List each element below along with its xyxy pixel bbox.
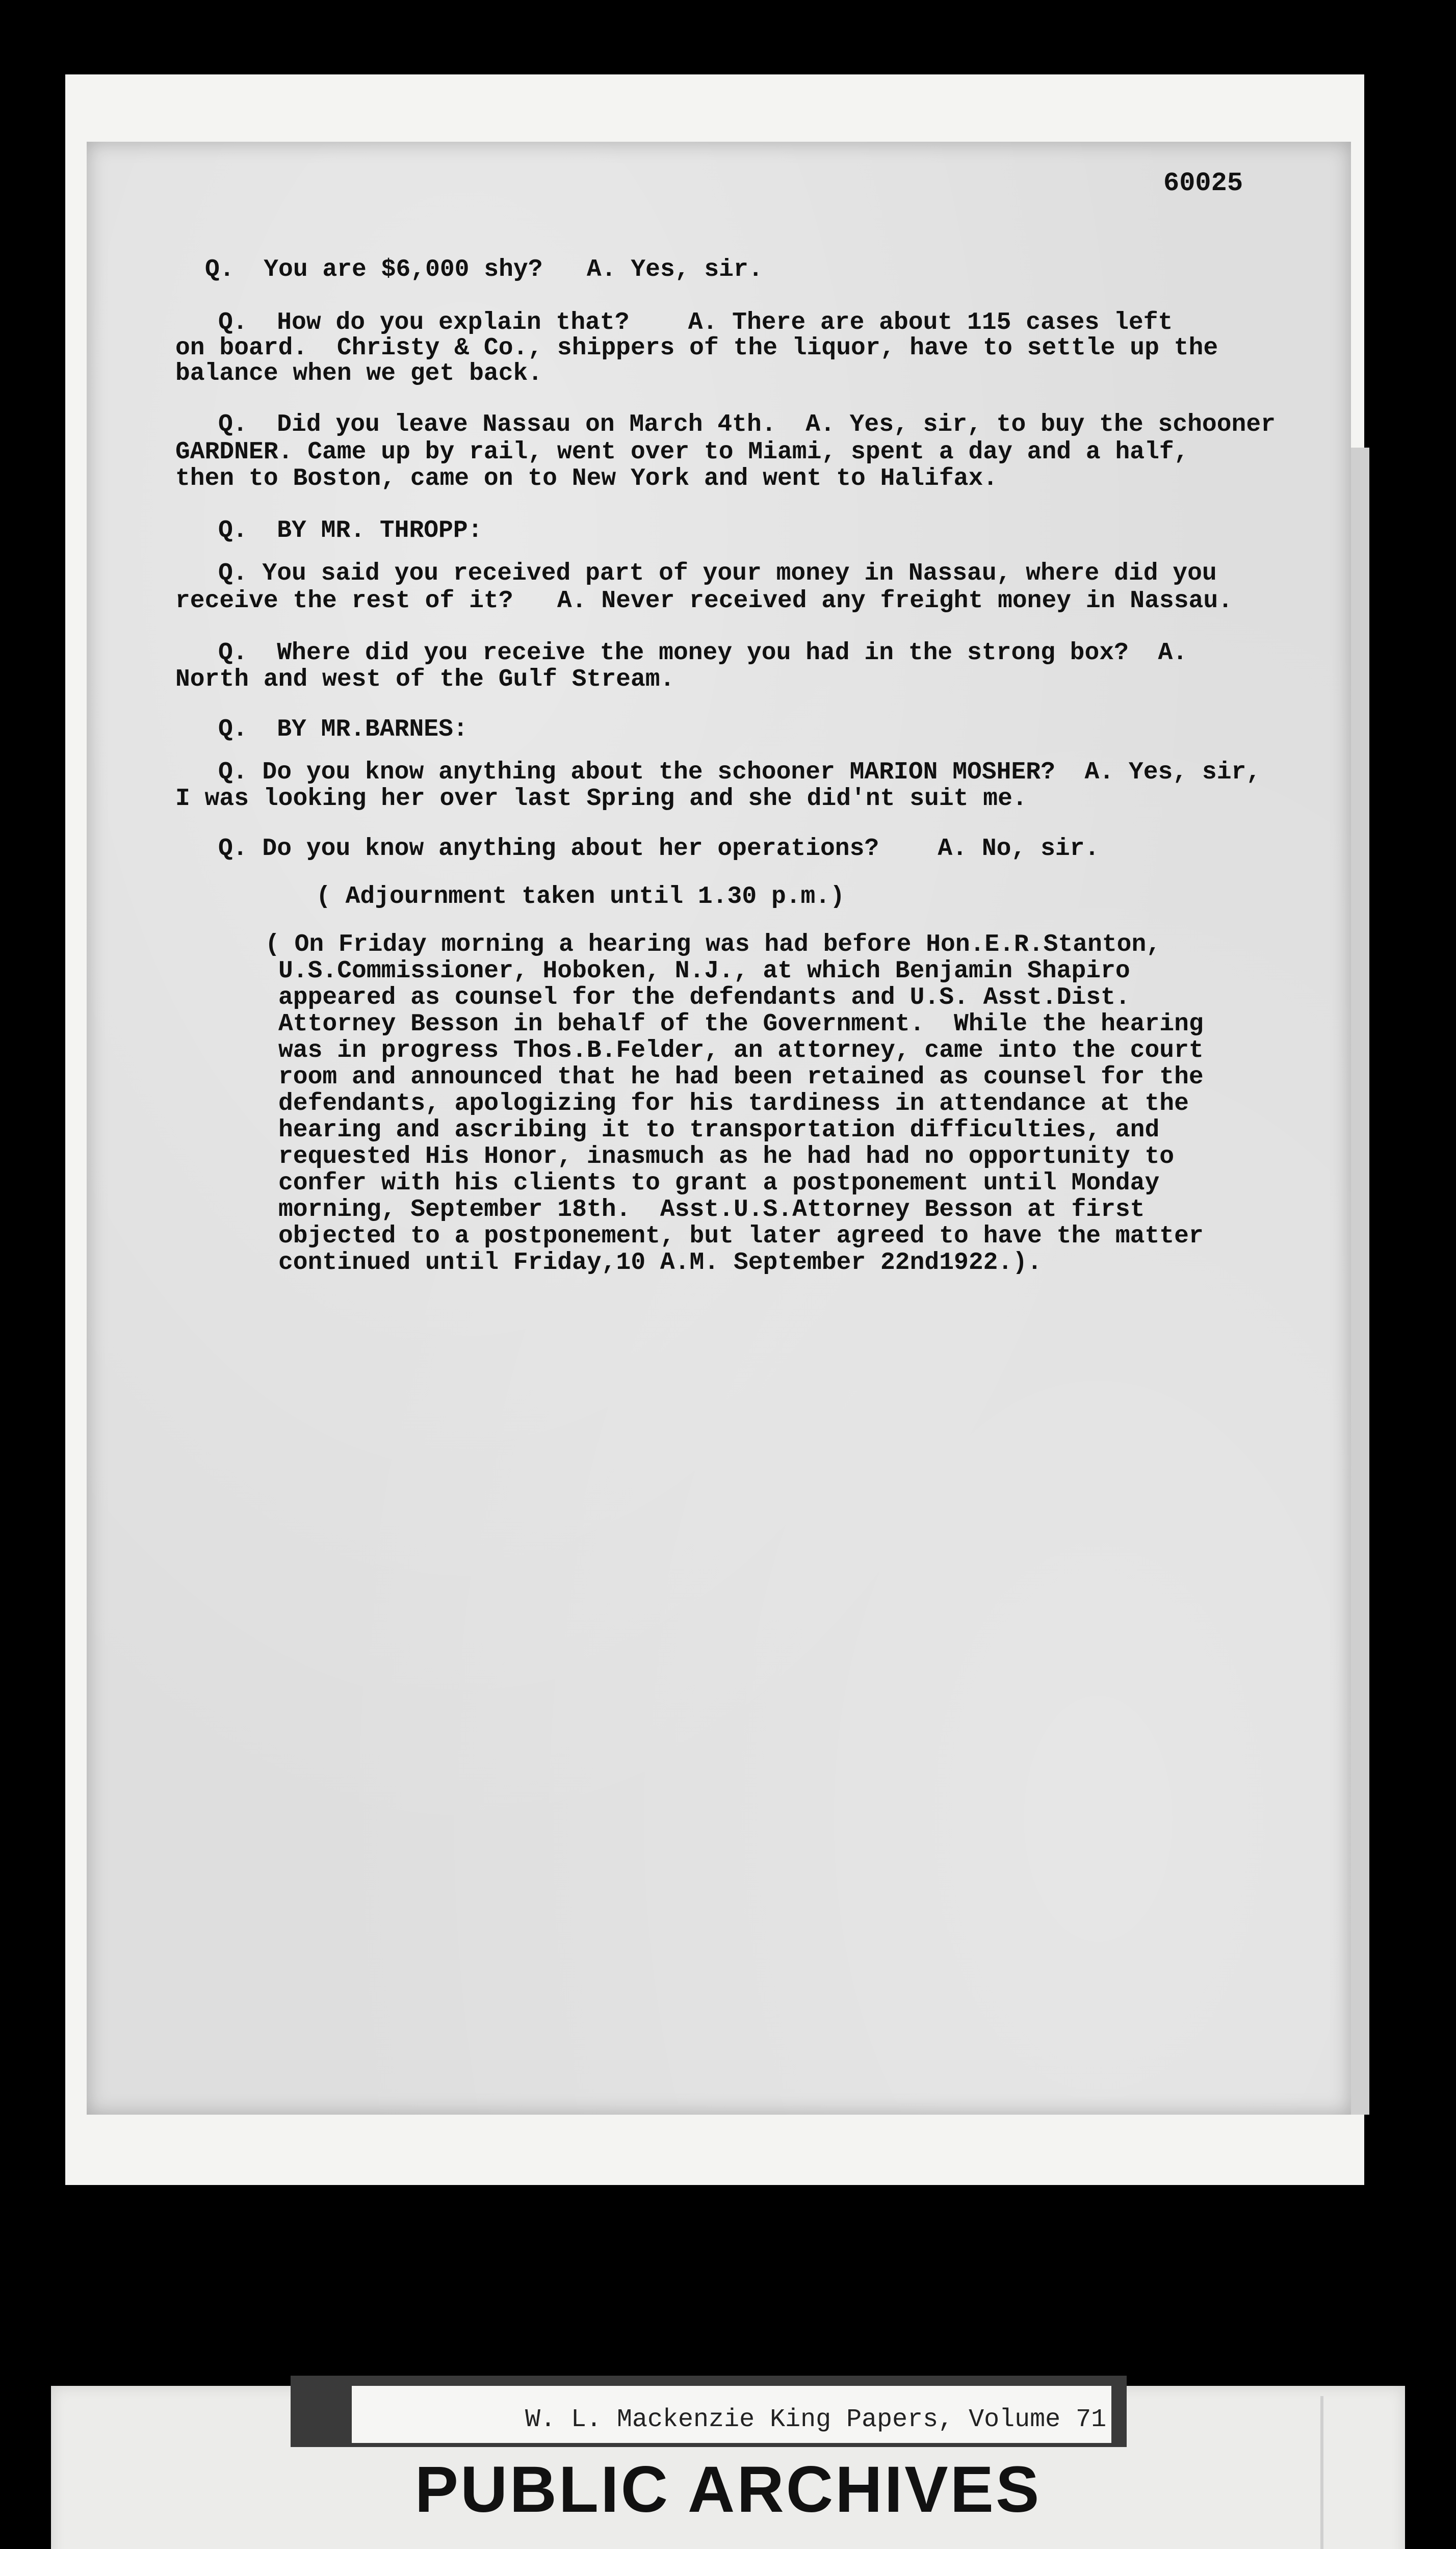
transcript-paragraph-line: appeared as counsel for the defendants and U.S. Asst.Dist. [278,984,1130,1011]
transcript-paragraph-line: defendants, apologizing for his tardiness in attendance at the [278,1090,1189,1117]
archives-title-english: PUBLIC ARCHIVES [414,2453,1042,2526]
transcript-paragraph-line: continued until Friday,10 A.M. September 22nd1922.). [278,1249,1042,1277]
transcript-paragraph-line: hearing and ascribing it to transportation difficulties, and [278,1116,1160,1144]
transcript-line: Q. Where did you receive the money you had in the strong box? A. [218,639,1188,667]
transcript-paragraph-line: confer with his clients to grant a postponement until Monday [278,1169,1160,1197]
transcript-paragraph-line: requested His Honor, inasmuch as he had had no opportunity to [278,1143,1175,1171]
transcript-line: on board. Christy & Co., shippers of the liquor, have to settle up the [175,334,1218,362]
transcript-paragraph-line: morning, September 18th. Asst.U.S.Attorney Besson at first [278,1196,1145,1224]
transcript-line: Q. How do you explain that? A. There are about 115 cases left [218,309,1173,336]
transcript-paragraph-line: room and announced that he had been retained as counsel for the [278,1063,1204,1091]
page-number: 60025 [1163,168,1243,198]
transcript-line: Q. Do you know anything about her operations? A. No, sir. [218,835,1100,863]
transcript-line: I was looking her over last Spring and she did'nt suit me. [175,785,1027,813]
transcript-line: receive the rest of it? A. Never received any freight money in Nassau. [175,587,1233,615]
transcript-line: Q. You are $6,000 shy? A. Yes, sir. [205,256,763,283]
transcript-heading: Q. BY MR.BARNES: [218,716,468,743]
transcript-paragraph-line: U.S.Commissioner, Hoboken, N.J., at which Benjamin Shapiro [278,957,1130,985]
adjournment-note: ( Adjournment taken until 1.30 p.m.) [316,883,845,911]
transcript-line: North and west of the Gulf Stream. [175,666,675,693]
transcript-paragraph-line: ( On Friday morning a hearing was had before Hon.E.R.Stanton, [265,931,1161,958]
transcript-line: Q. Do you know anything about the schooner MARION MOSHER? A. Yes, sir, [218,759,1261,786]
transcript-heading: Q. BY MR. THROPP: [218,517,483,544]
page-edge [1351,448,1369,2115]
transcript-line: Q. You said you received part of your money in Nassau, where did you [218,560,1217,587]
transcript-paragraph-line: objected to a postponement, but later agreed to have the matter [278,1223,1204,1250]
transcript-line: balance when we get back. [175,360,543,387]
transcript-paragraph-line: Attorney Besson in behalf of the Government. While the hearing [278,1010,1204,1038]
transcript-line: Q. Did you leave Nassau on March 4th. A. Yes, sir, to buy the schooner [218,411,1276,438]
transcript-line: GARDNER. Came up by rail, went over to Miami, spent a day and a half, [175,438,1189,466]
transcript-paragraph-line: was in progress Thos.B.Felder, an attorney, came into the court [278,1037,1204,1064]
transcript-line: then to Boston, came on to New York and went to Halifax. [175,465,998,492]
volume-label: W. L. Mackenzie King Papers, Volume 71 [525,2405,1107,2434]
